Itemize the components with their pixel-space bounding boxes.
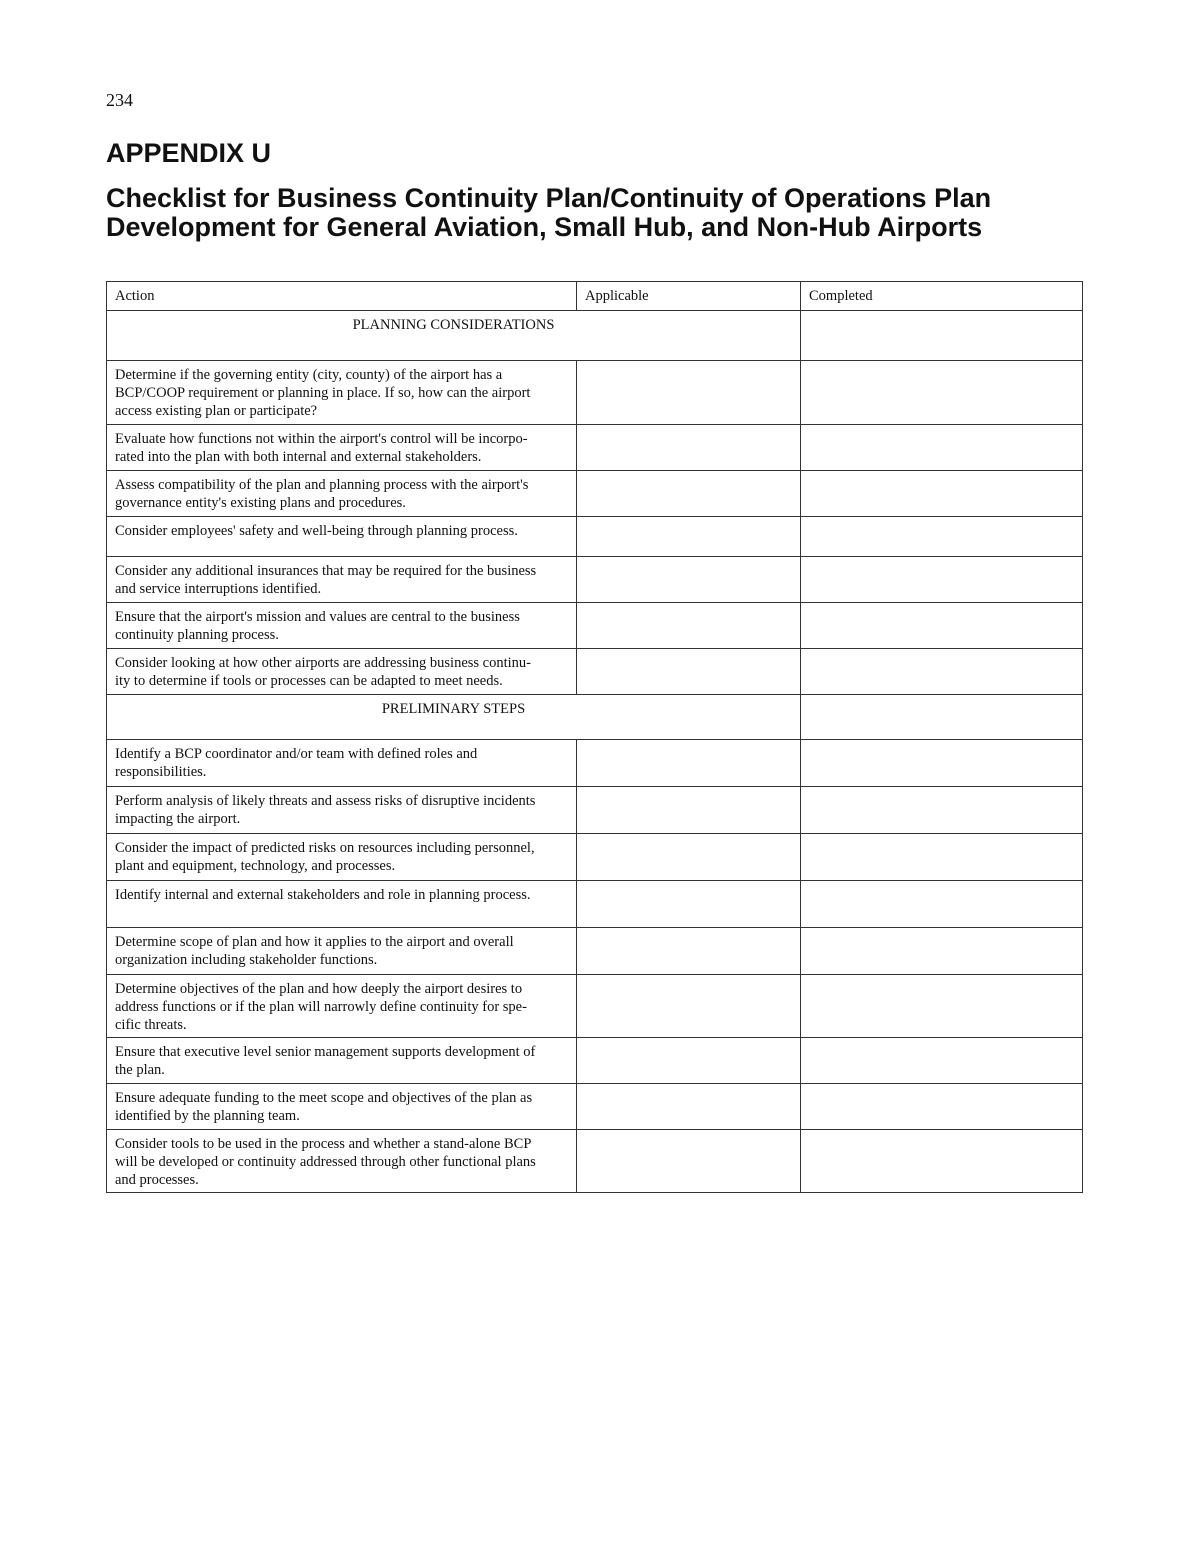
document-title-line-1: Checklist for Business Continuity Plan/Continuity of Operations Plan <box>106 183 992 213</box>
checklist-table <box>106 281 1083 1193</box>
applicable-cell[interactable] <box>577 557 801 603</box>
action-cell: Consider looking at how other airports are addressing business continu- ity to determine if tools or processes can be adapted to meet needs. <box>107 649 577 695</box>
section-completed-cell <box>801 311 1083 361</box>
action-cell: Ensure that executive level senior management supports development of the plan. <box>107 1038 577 1084</box>
table-row <box>107 471 1083 517</box>
section-title: PRELIMINARY STEPS <box>107 695 801 740</box>
action-cell: Ensure that the airport's mission and values are central to the business continuity planning process. <box>107 603 577 649</box>
applicable-cell[interactable] <box>577 787 801 834</box>
completed-cell[interactable] <box>801 517 1083 557</box>
completed-cell[interactable] <box>801 1130 1083 1193</box>
page-number: 234 <box>106 90 133 110</box>
applicable-cell[interactable] <box>577 603 801 649</box>
action-cell: Determine objectives of the plan and how deeply the airport desires to address functions or if the plan will narrowly define continuity for spe- cific threats. <box>107 975 577 1038</box>
column-header-action: Action <box>107 282 577 311</box>
action-cell: Consider the impact of predicted risks on resources including personnel, plant and equipment, technology, and processes. <box>107 834 577 881</box>
action-cell: Ensure adequate funding to the meet scope and objectives of the plan as identified by the planning team. <box>107 1084 577 1130</box>
applicable-cell[interactable] <box>577 975 801 1038</box>
action-cell: Determine scope of plan and how it applies to the airport and overall organization including stakeholder functions. <box>107 928 577 975</box>
completed-cell[interactable] <box>801 603 1083 649</box>
completed-cell[interactable] <box>801 881 1083 928</box>
completed-cell[interactable] <box>801 425 1083 471</box>
column-header-applicable: Applicable <box>577 282 801 311</box>
applicable-cell[interactable] <box>577 834 801 881</box>
completed-cell[interactable] <box>801 975 1083 1038</box>
completed-cell[interactable] <box>801 928 1083 975</box>
completed-cell[interactable] <box>801 834 1083 881</box>
action-cell: Assess compatibility of the plan and planning process with the airport's governance entity's existing plans and procedures. <box>107 471 577 517</box>
column-header-completed: Completed <box>801 282 1083 311</box>
applicable-cell[interactable] <box>577 361 801 425</box>
table-row <box>107 834 1083 881</box>
action-cell: Evaluate how functions not within the airport's control will be incorpo- rated into the plan with both internal and external stakeholders. <box>107 425 577 471</box>
table-header-row <box>107 282 1083 311</box>
table-row <box>107 557 1083 603</box>
applicable-cell[interactable] <box>577 649 801 695</box>
applicable-cell[interactable] <box>577 1038 801 1084</box>
action-cell: Determine if the governing entity (city, county) of the airport has a BCP/COOP requirement or planning in place. If so, how can the airport access existing plan or participate? <box>107 361 577 425</box>
document-title-line-2: Development for General Aviation, Small Hub, and Non-Hub Airports <box>106 212 983 242</box>
table-row <box>107 928 1083 975</box>
applicable-cell[interactable] <box>577 425 801 471</box>
table-row <box>107 517 1083 557</box>
completed-cell[interactable] <box>801 361 1083 425</box>
completed-cell[interactable] <box>801 787 1083 834</box>
completed-cell[interactable] <box>801 649 1083 695</box>
action-cell: Identify a BCP coordinator and/or team with defined roles and responsibilities. <box>107 740 577 787</box>
section-header-row <box>107 311 1083 361</box>
document-title <box>106 184 1106 242</box>
applicable-cell[interactable] <box>577 1084 801 1130</box>
applicable-cell[interactable] <box>577 1130 801 1193</box>
action-cell: Identify internal and external stakeholders and role in planning process. <box>107 881 577 928</box>
applicable-cell[interactable] <box>577 881 801 928</box>
table-row <box>107 1084 1083 1130</box>
completed-cell[interactable] <box>801 557 1083 603</box>
table-row <box>107 975 1083 1038</box>
action-cell: Consider any additional insurances that may be required for the business and service interruptions identified. <box>107 557 577 603</box>
completed-cell[interactable] <box>801 471 1083 517</box>
applicable-cell[interactable] <box>577 471 801 517</box>
table-row <box>107 603 1083 649</box>
table-row <box>107 425 1083 471</box>
applicable-cell[interactable] <box>577 928 801 975</box>
applicable-cell[interactable] <box>577 740 801 787</box>
table-row <box>107 881 1083 928</box>
action-cell: Consider tools to be used in the process and whether a stand-alone BCP will be developed or continuity addressed through other functional plans and processes. <box>107 1130 577 1193</box>
appendix-title: APPENDIX U <box>106 138 272 168</box>
completed-cell[interactable] <box>801 740 1083 787</box>
table-row <box>107 1038 1083 1084</box>
table-row <box>107 1130 1083 1193</box>
table-row <box>107 361 1083 425</box>
section-completed-cell <box>801 695 1083 740</box>
section-header-row <box>107 695 1083 740</box>
section-title: PLANNING CONSIDERATIONS <box>107 311 801 361</box>
checklist-body <box>107 311 1083 1193</box>
table-row <box>107 740 1083 787</box>
table-row <box>107 649 1083 695</box>
action-cell: Consider employees' safety and well-being through planning process. <box>107 517 577 557</box>
action-cell: Perform analysis of likely threats and assess risks of disruptive incidents impacting the airport. <box>107 787 577 834</box>
table-row <box>107 787 1083 834</box>
applicable-cell[interactable] <box>577 517 801 557</box>
completed-cell[interactable] <box>801 1038 1083 1084</box>
completed-cell[interactable] <box>801 1084 1083 1130</box>
